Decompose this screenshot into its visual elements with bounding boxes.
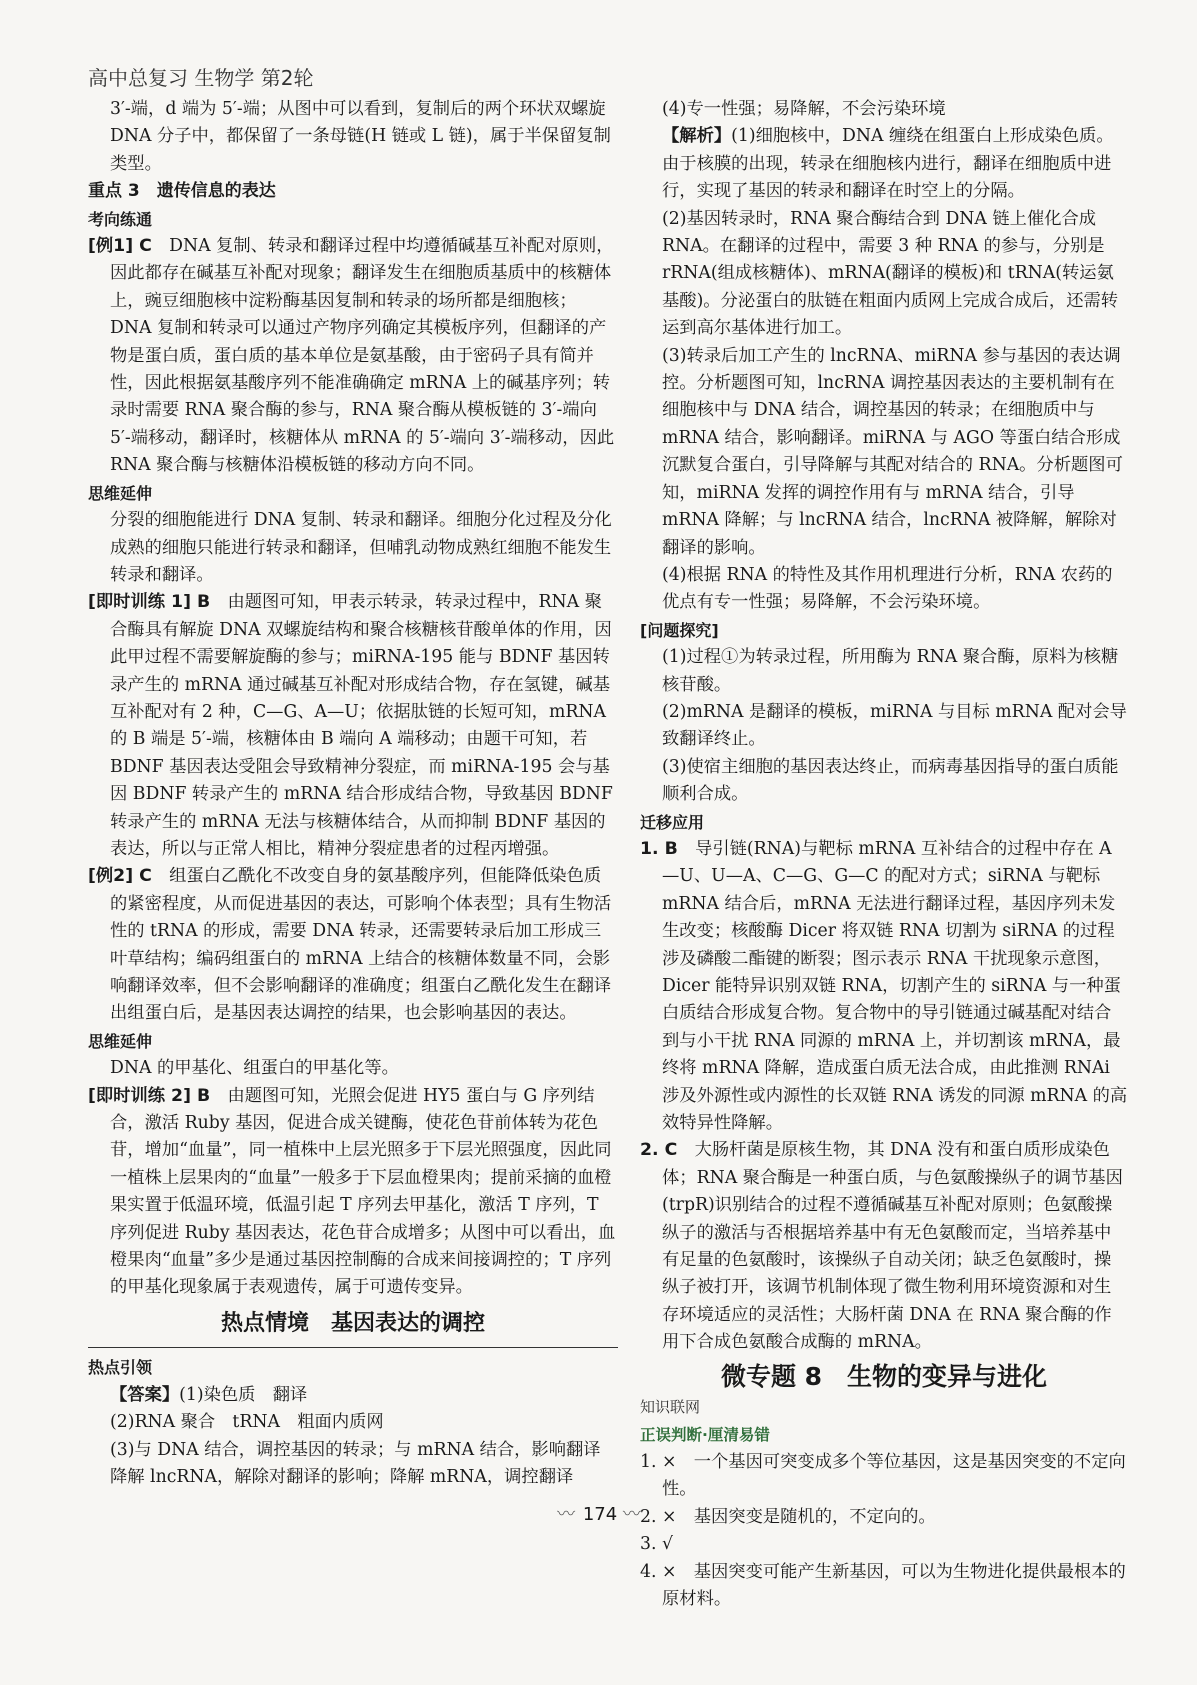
paragraph: 分裂的细胞能进行 DNA 复制、转录和翻译。细胞分化过程及分化成熟的细胞只能进行转录和翻译，但哺乳动物成熟红细胞不能发生转录和翻译。: [110, 510, 612, 585]
judgement-item: 2. × 基因突变是随机的，不定向的。: [640, 1506, 936, 1527]
answer-tag: 2. C: [640, 1140, 678, 1161]
answer-line: [88, 1382, 618, 1409]
training-2: [88, 1083, 618, 1302]
page-number-text: 174: [582, 1504, 618, 1525]
paragraph: (1)过程①为转录过程，所用酶为 RNA 聚合酶，原料为核糖核苷酸。: [662, 647, 1119, 695]
paragraph: (2)基因转录时，RNA 聚合酶结合到 DNA 链上催化合成 RNA。在翻译的过程中，需要 3 种 RNA 的参与，分别是 rRNA(组成核糖体)、mRNA(翻译的模板)和 tRNA(转运氨基酸)。分泌蛋白的肽链在粗面内质网上完成合成后，还需转运到高尔基体进行加工。: [662, 208, 1119, 339]
answer-tag: [例2] C: [88, 866, 152, 887]
example-1: [88, 233, 618, 480]
explanation: 组蛋白乙酰化不改变自身的氨基酸序列，但能降低染色质的紧密程度，从而促进基因的表达，可影响个体表型；具有生物活性的 tRNA 的形成，需要 DNA 转录，还需要转录后加工形成三叶草结构；编码组蛋白的 mRNA 上结合的核糖体数量不同，会影响翻译效率，但不会影响翻译的准确度；组蛋白乙酰化发生在翻译出组蛋白后，是基因表达调控的结果，也会影响基因的表达。: [110, 866, 612, 1024]
training-1: [88, 589, 618, 863]
answer-line: (3)与 DNA 结合，调控基因的转录；与 mRNA 结合，影响翻译 降解 lncRNA，解除对翻译的影响；降解 mRNA，调控翻译: [110, 1439, 618, 1487]
explanation: 导引链(RNA)与靶标 mRNA 互补结合的过程中存在 A—U、U—A、C—G、G—C 的配对方式；siRNA 与靶标 mRNA 结合后，mRNA 无法进行翻译过程，基因序列未发生改变；核酸酶 Dicer 将双链 RNA 切割为 siRNA 的过程涉及磷酸二酯键的断裂；图示表示 RNA 干扰现象示意图，Dicer 能特异识别双链 RNA，切割产生的 siRNA 与一种蛋白质结合形成复合物。复合物中的导引链通过碱基配对结合到与小干扰 RNA 同源的 mRNA 上，并切割该 mRNA，最终将 mRNA 降解，造成蛋白质无法合成，由此推测 RNAi 涉及外源性或内源性的长双链 RNA 诱发的同源 mRNA 的高效特异性降解。: [662, 838, 1128, 1134]
example-2: [88, 863, 618, 1027]
true-false-heading: 正误判断·厘清易错: [640, 1425, 770, 1444]
answer-tag: 1. B: [640, 838, 678, 859]
section-heading: 重点 3 遗传信息的表达: [88, 181, 276, 202]
topic-title: 微专题 8 生物的变异与进化: [720, 1361, 1048, 1391]
subheading: 思维延伸: [88, 483, 153, 503]
right-column: [640, 96, 1128, 1613]
paragraph: (3)转录后加工产生的 lncRNA、miRNA 参与基因的表达调控。分析题图可知，lncRNA 调控基因表达的主要机制有在细胞核中与 DNA 结合，调控基因的转录；在细胞质中与 mRNA 结合，影响翻译。miRNA 与 AGO 等蛋白结合形成沉默复合蛋白，引导降解与其配对结合的 RNA。分析题图可知，miRNA 发挥的调控作用有与 mRNA 结合，引导 mRNA 降解；与 lncRNA 结合，lncRNA 被降解，解除对翻译的影响。: [662, 345, 1123, 558]
paragraph: (2)mRNA 是翻译的模板，miRNA 与目标 mRNA 配对会导致翻译终止。: [662, 701, 1127, 750]
running-header: 高中总复习 生物学 第2轮: [88, 66, 314, 90]
subheading: [问题探究]: [640, 620, 719, 640]
left-column: [88, 96, 618, 1491]
page-number: [515, 1500, 685, 1526]
answer-text: (1)染色质 翻译: [179, 1384, 308, 1405]
paragraph: DNA 的甲基化、组蛋白的甲基化等。: [110, 1058, 399, 1079]
answer-tag: [例1] C: [88, 236, 152, 257]
answer-tag: [即时训练 2] B: [88, 1085, 211, 1106]
subheading: 思维延伸: [88, 1031, 153, 1051]
question-1: [640, 836, 1128, 1137]
explanation: DNA 复制、转录和翻译过程中均遵循碱基互补配对原则，因此都存在碱基互补配对现象；翻译发生在细胞质基质中的核糖体上，豌豆细胞核中淀粉酶基因复制和转录的场所都是细胞核；DNA 复制和转录可以通过产物序列确定其模板序列，但翻译的产物是蛋白质，蛋白质的基本单位是氨基酸，由于密码子具有简并性，因此根据氨基酸序列不能准确确定 mRNA 上的碱基序列；转录时需要 RNA 聚合酶的参与，RNA 聚合酶从模板链的 3′-端向 5′-端移动，翻译时，核糖体从 mRNA 的 5′-端向 3′-端移动，因此 RNA 聚合酶与核糖体沿模板链的移动方向不同。: [110, 236, 615, 476]
divider: [88, 1347, 618, 1348]
analysis: [640, 123, 1128, 205]
subheading: 热点引领: [88, 1358, 153, 1378]
analysis-tag: 【解析】: [662, 126, 732, 147]
paragraph: (4)根据 RNA 的特性及其作用机理进行分析，RNA 农药的优点有专一性强；易降解，不会污染环境。: [662, 564, 1113, 613]
explanation: 大肠杆菌是原核生物，其 DNA 没有和蛋白质形成染色体；RNA 聚合酶是一种蛋白质，与色氨酸操纵子的调节基因(trpR)识别结合的过程不遵循碱基互补配对原则；色氨酸操纵子的激活与否根据培养基中有无色氨酸而定，当培养基中有足量的色氨酸时，该操纵子自动关闭；缺乏色氨酸时，操纵子被打开，该调节机制体现了微生物利用环境资源和对生存环境适应的灵活性；大肠杆菌 DNA 在 RNA 聚合酶的作用下合成色氨酸合成酶的 mRNA。: [662, 1140, 1123, 1353]
paragraph: 3′-端，d 端为 5′-端；从图中可以看到，复制后的两个环状双螺旋 DNA 分子中，都保留了一条母链(H 链或 L 链)，属于半保留复制类型。: [110, 99, 611, 174]
answer-line: (2)RNA 聚合 tRNA 粗面内质网: [110, 1412, 384, 1433]
knowledge-network-label: 知识联网: [640, 1398, 701, 1417]
question-2: [640, 1137, 1128, 1356]
explanation: 由题图可知，甲表示转录，转录过程中，RNA 聚合酶具有解旋 DNA 双螺旋结构和聚合核糖核苷酸单体的作用，因此甲过程不需要解旋酶的参与；miRNA-195 能与 BDNF 基因转录产生的 mRNA 通过碱基互补配对形成结合物，存在氢键，碱基互补配对有 2 种，C—G、A—U；依据肽链的长短可知，mRNA 的 B 端是 5′-端，核糖体由 B 端向 A 端移动；由题干可知，若 BDNF 基因表达受阻会导致精神分裂症，而 miRNA-195 会与基因 BDNF 转录产生的 mRNA 结合形成结合物，导致基因 BDNF 转录产生的 mRNA 无法与核糖体结合，从而抑制 BDNF 基因的表达，所以与正常人相比，精神分裂症患者的过程丙增强。: [110, 592, 613, 859]
hot-topic-title: 热点情境 基因表达的调控: [220, 1310, 485, 1336]
subheading: 迁移应用: [640, 812, 705, 832]
answer-tag: [即时训练 1] B: [88, 592, 211, 613]
subheading: 考向练通: [88, 209, 153, 229]
judgement-item: 3. √: [640, 1534, 673, 1555]
ornament-icon: 〰: [557, 1504, 578, 1525]
judgement-item: 4. × 基因突变可能产生新基因，可以为生物进化提供最根本的原材料。: [640, 1561, 1126, 1609]
paragraph: (3)使宿主细胞的基因表达终止，而病毒基因指导的蛋白质能顺利合成。: [662, 756, 1119, 805]
analysis-text: (1)细胞核中，DNA 缠绕在组蛋白上形成染色质。由于核膜的出现，转录在细胞核内进行，翻译在细胞质中进行，实现了基因的转录和翻译在时空上的分隔。: [662, 126, 1114, 202]
judgement-item: 1. × 一个基因可突变成多个等位基因，这是基因突变的不定向性。: [640, 1451, 1126, 1500]
answer-line: (4)专一性强；易降解，不会污染环境: [662, 99, 946, 119]
answer-tag: 【答案】: [110, 1384, 180, 1405]
ornament-icon: 〰: [622, 1504, 643, 1525]
explanation: 由题图可知，光照会促进 HY5 蛋白与 G 序列结合，激活 Ruby 基因，促进合成关键酶，使花色苷前体转为花色苷，增加“血量”，同一植株中上层光照多于下层光照强度，因此同一植株上层果肉的“血量”一般多于下层血橙果肉；提前采摘的血橙果实置于低温环境，低温引起 T 序列去甲基化，激活 T 序列，T 序列促进 Ruby 基因表达，花色苷合成增多；从图中可以看出，血橙果肉“血量”多少是通过基因控制酶的合成来间接调控的；T 序列的甲基化现象属于表观遗传，属于可遗传变异。: [110, 1085, 616, 1298]
